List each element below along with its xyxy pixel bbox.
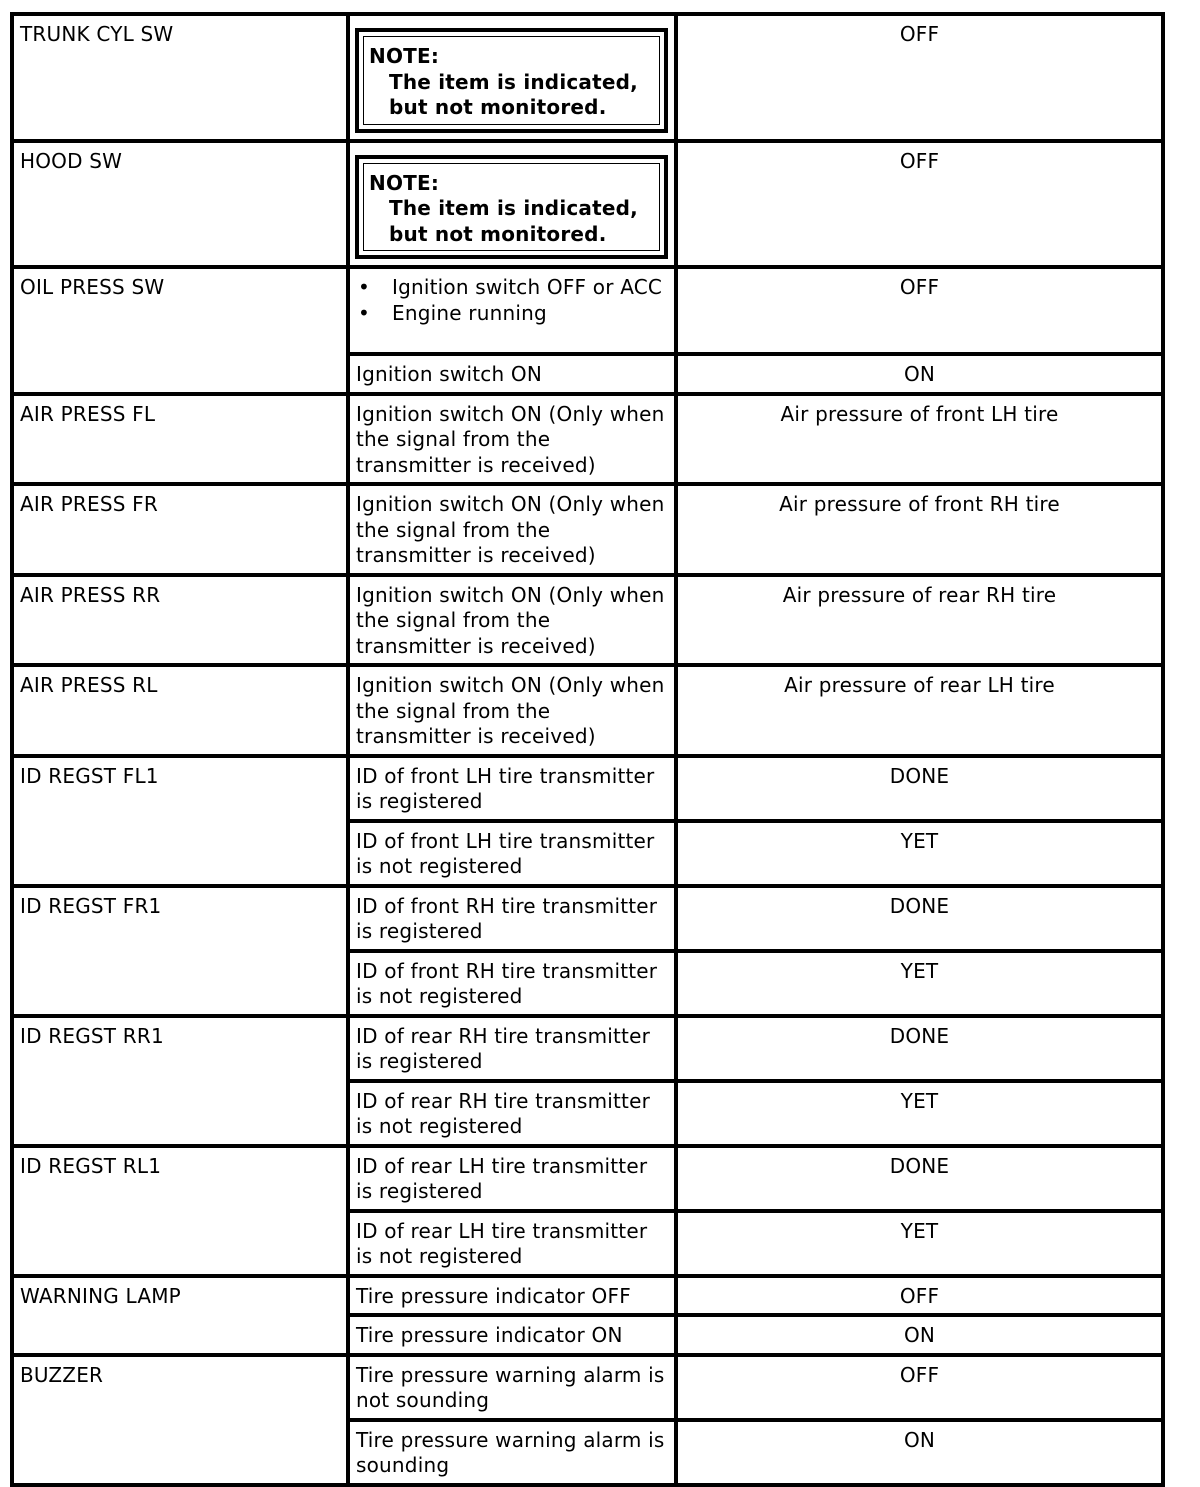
value-cell: OFF: [676, 141, 1163, 268]
item-name: ID REGST FR1: [12, 886, 348, 1016]
list-item: • Ignition switch OFF or ACC: [356, 275, 670, 301]
table-row: [12, 267, 1163, 354]
table-row: [12, 1146, 1163, 1211]
item-name: ID REGST RL1: [12, 1146, 348, 1276]
condition-cell: ID of rear RH tire transmitter is not registered: [348, 1081, 676, 1146]
value-cell: ON: [676, 1420, 1163, 1485]
condition-cell: ID of front RH tire transmitter is not registered: [348, 951, 676, 1016]
item-name: AIR PRESS FR: [12, 484, 348, 575]
item-name: TRUNK CYL SW: [12, 14, 348, 141]
list-item: • Engine running: [356, 301, 670, 327]
value-cell: DONE: [676, 1146, 1163, 1211]
condition-cell: ID of front RH tire transmitter is registered: [348, 886, 676, 951]
value-cell: ON: [676, 354, 1163, 394]
table-row: [12, 1355, 1163, 1420]
condition-list: [356, 275, 670, 326]
condition-cell: Ignition switch ON (Only when the signal from the transmitter is received): [348, 394, 676, 485]
condition-cell: Tire pressure warning alarm is sounding: [348, 1420, 676, 1485]
condition-cell: ID of rear LH tire transmitter is registered: [348, 1146, 676, 1211]
note-title: NOTE:: [369, 44, 440, 68]
value-cell: YET: [676, 821, 1163, 886]
value-cell: Air pressure of rear RH tire: [676, 575, 1163, 666]
item-name: AIR PRESS FL: [12, 394, 348, 485]
value-cell: YET: [676, 951, 1163, 1016]
table-row: [12, 1016, 1163, 1081]
condition-cell: Ignition switch ON: [348, 354, 676, 394]
value-cell: DONE: [676, 886, 1163, 951]
monitor-item-table: [10, 12, 1165, 1487]
table-row: [12, 14, 1163, 141]
item-name: BUZZER: [12, 1355, 348, 1485]
condition-cell: [348, 267, 676, 354]
note-box: [355, 155, 668, 260]
item-name: AIR PRESS RL: [12, 665, 348, 756]
value-cell: OFF: [676, 1355, 1163, 1420]
value-cell: OFF: [676, 1276, 1163, 1316]
condition-cell: Tire pressure indicator ON: [348, 1315, 676, 1355]
condition-cell: ID of rear LH tire transmitter is not registered: [348, 1211, 676, 1276]
note-text: The item is indicated, but not monitored.: [389, 196, 638, 246]
table-row: [12, 1276, 1163, 1316]
condition-cell: Ignition switch ON (Only when the signal from the transmitter is received): [348, 665, 676, 756]
value-cell: OFF: [676, 267, 1163, 354]
item-name: WARNING LAMP: [12, 1276, 348, 1355]
table-row: [12, 756, 1163, 821]
value-cell: OFF: [676, 14, 1163, 141]
condition-cell: ID of front LH tire transmitter is registered: [348, 756, 676, 821]
condition-cell: Tire pressure indicator OFF: [348, 1276, 676, 1316]
value-cell: YET: [676, 1211, 1163, 1276]
item-name: OIL PRESS SW: [12, 267, 348, 394]
condition-cell: ID of front LH tire transmitter is not registered: [348, 821, 676, 886]
condition-cell: Tire pressure warning alarm is not sounding: [348, 1355, 676, 1420]
value-cell: Air pressure of rear LH tire: [676, 665, 1163, 756]
condition-cell: Ignition switch ON (Only when the signal from the transmitter is received): [348, 484, 676, 575]
table-row: [12, 141, 1163, 268]
value-cell: DONE: [676, 1016, 1163, 1081]
table-row: [12, 484, 1163, 575]
value-cell: ON: [676, 1315, 1163, 1355]
note-box: [355, 28, 668, 133]
value-cell: Air pressure of front RH tire: [676, 484, 1163, 575]
note-cell: [348, 14, 676, 141]
condition-cell: Ignition switch ON (Only when the signal from the transmitter is received): [348, 575, 676, 666]
item-name: ID REGST FL1: [12, 756, 348, 886]
item-name: HOOD SW: [12, 141, 348, 268]
table-row: [12, 575, 1163, 666]
note-cell: [348, 141, 676, 268]
table-row: [12, 886, 1163, 951]
note-text: The item is indicated, but not monitored.: [389, 69, 638, 119]
note-title: NOTE:: [369, 170, 440, 195]
table-row: [12, 394, 1163, 485]
value-cell: DONE: [676, 756, 1163, 821]
value-cell: YET: [676, 1081, 1163, 1146]
condition-cell: ID of rear RH tire transmitter is registered: [348, 1016, 676, 1081]
item-name: ID REGST RR1: [12, 1016, 348, 1146]
table-row: [12, 665, 1163, 756]
value-cell: Air pressure of front LH tire: [676, 394, 1163, 485]
item-name: AIR PRESS RR: [12, 575, 348, 666]
